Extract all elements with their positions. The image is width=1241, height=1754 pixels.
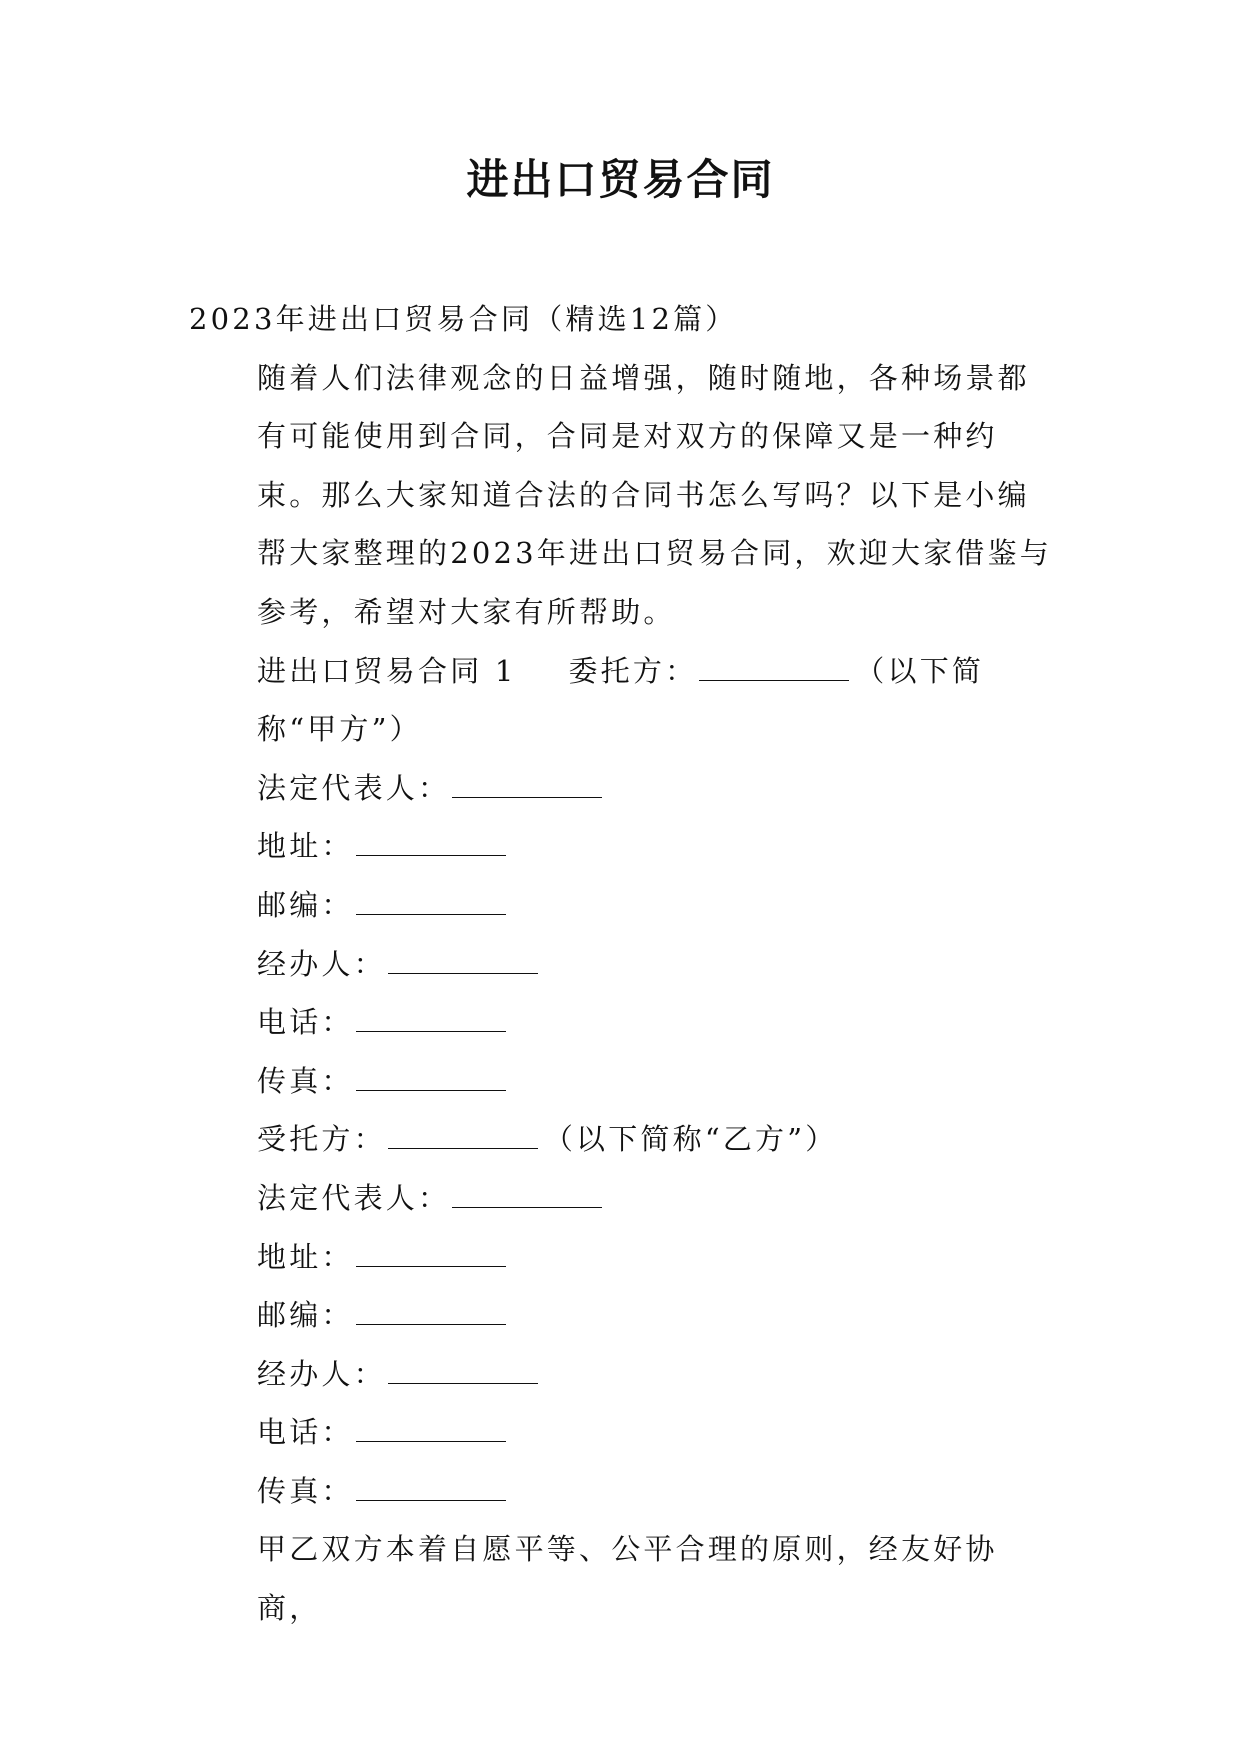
trustee-row [189,1110,1055,1169]
intro-paragraph: 随着人们法律观念的日益增强，随时随地，各种场景都有可能使用到合同，合同是对双方的保障又是一种约束。那么大家知道合法的合同书怎么写吗？以下是小编帮大家整理的2023年进出口贸易合同，欢迎大家借鉴与参考，希望对大家有所帮助。 [257,360,1053,629]
field-label: 地址： [257,1239,354,1274]
trustee-label: 受托方： [257,1122,386,1157]
party-b-field [189,1403,1055,1462]
field-blank [356,854,506,856]
field-label: 邮编： [257,1298,354,1333]
field-label: 经办人： [257,946,386,981]
field-label: 传真： [257,1063,354,1098]
field-label: 电话： [257,1415,354,1450]
field-blank [388,972,538,974]
field-label: 邮编： [257,887,354,922]
field-label: 法定代表人： [257,1180,451,1215]
field-blank [356,1030,506,1032]
party-b-field [189,1345,1055,1404]
trustee-blank [388,1147,538,1149]
party-a-field [189,993,1055,1052]
field-blank [356,1323,506,1325]
field-label: 地址： [257,829,354,864]
party-a-field [189,1052,1055,1111]
client-blank [699,679,849,681]
party-a-field [189,876,1055,935]
client-label: 委托方： [568,653,698,688]
field-blank [356,913,506,915]
party-a-field [189,759,1055,818]
party-a-field [189,817,1055,876]
document-subtitle: 2023年进出口贸易合同（精选12篇） [189,302,738,336]
field-blank [356,1089,506,1091]
party-b-field [189,1228,1055,1287]
party-a-field [189,935,1055,994]
party-b-field [189,1286,1055,1345]
closing-paragraph: 甲乙双方本着自愿平等、公平合理的原则，经友好协商， [257,1532,998,1626]
field-blank [356,1440,506,1442]
field-blank [452,796,602,798]
trustee-suffix: （以下简称“乙方”） [543,1122,838,1157]
field-blank [452,1206,602,1208]
party-b-field [189,1462,1055,1521]
field-label: 电话： [257,1005,354,1040]
field-blank [356,1499,506,1501]
field-blank [356,1265,506,1267]
document-title: 进出口贸易合同 [466,155,775,204]
section-heading: 进出口贸易合同 1 [257,653,517,688]
field-blank [388,1382,538,1384]
field-label: 法定代表人： [257,770,451,805]
field-label: 传真： [257,1473,354,1508]
document-body [189,290,1055,1638]
field-label: 经办人： [257,1356,386,1391]
client-suffix: （以下简称“甲方”） [257,653,985,747]
party-b-field [189,1169,1055,1228]
client-paragraph [189,642,1055,759]
